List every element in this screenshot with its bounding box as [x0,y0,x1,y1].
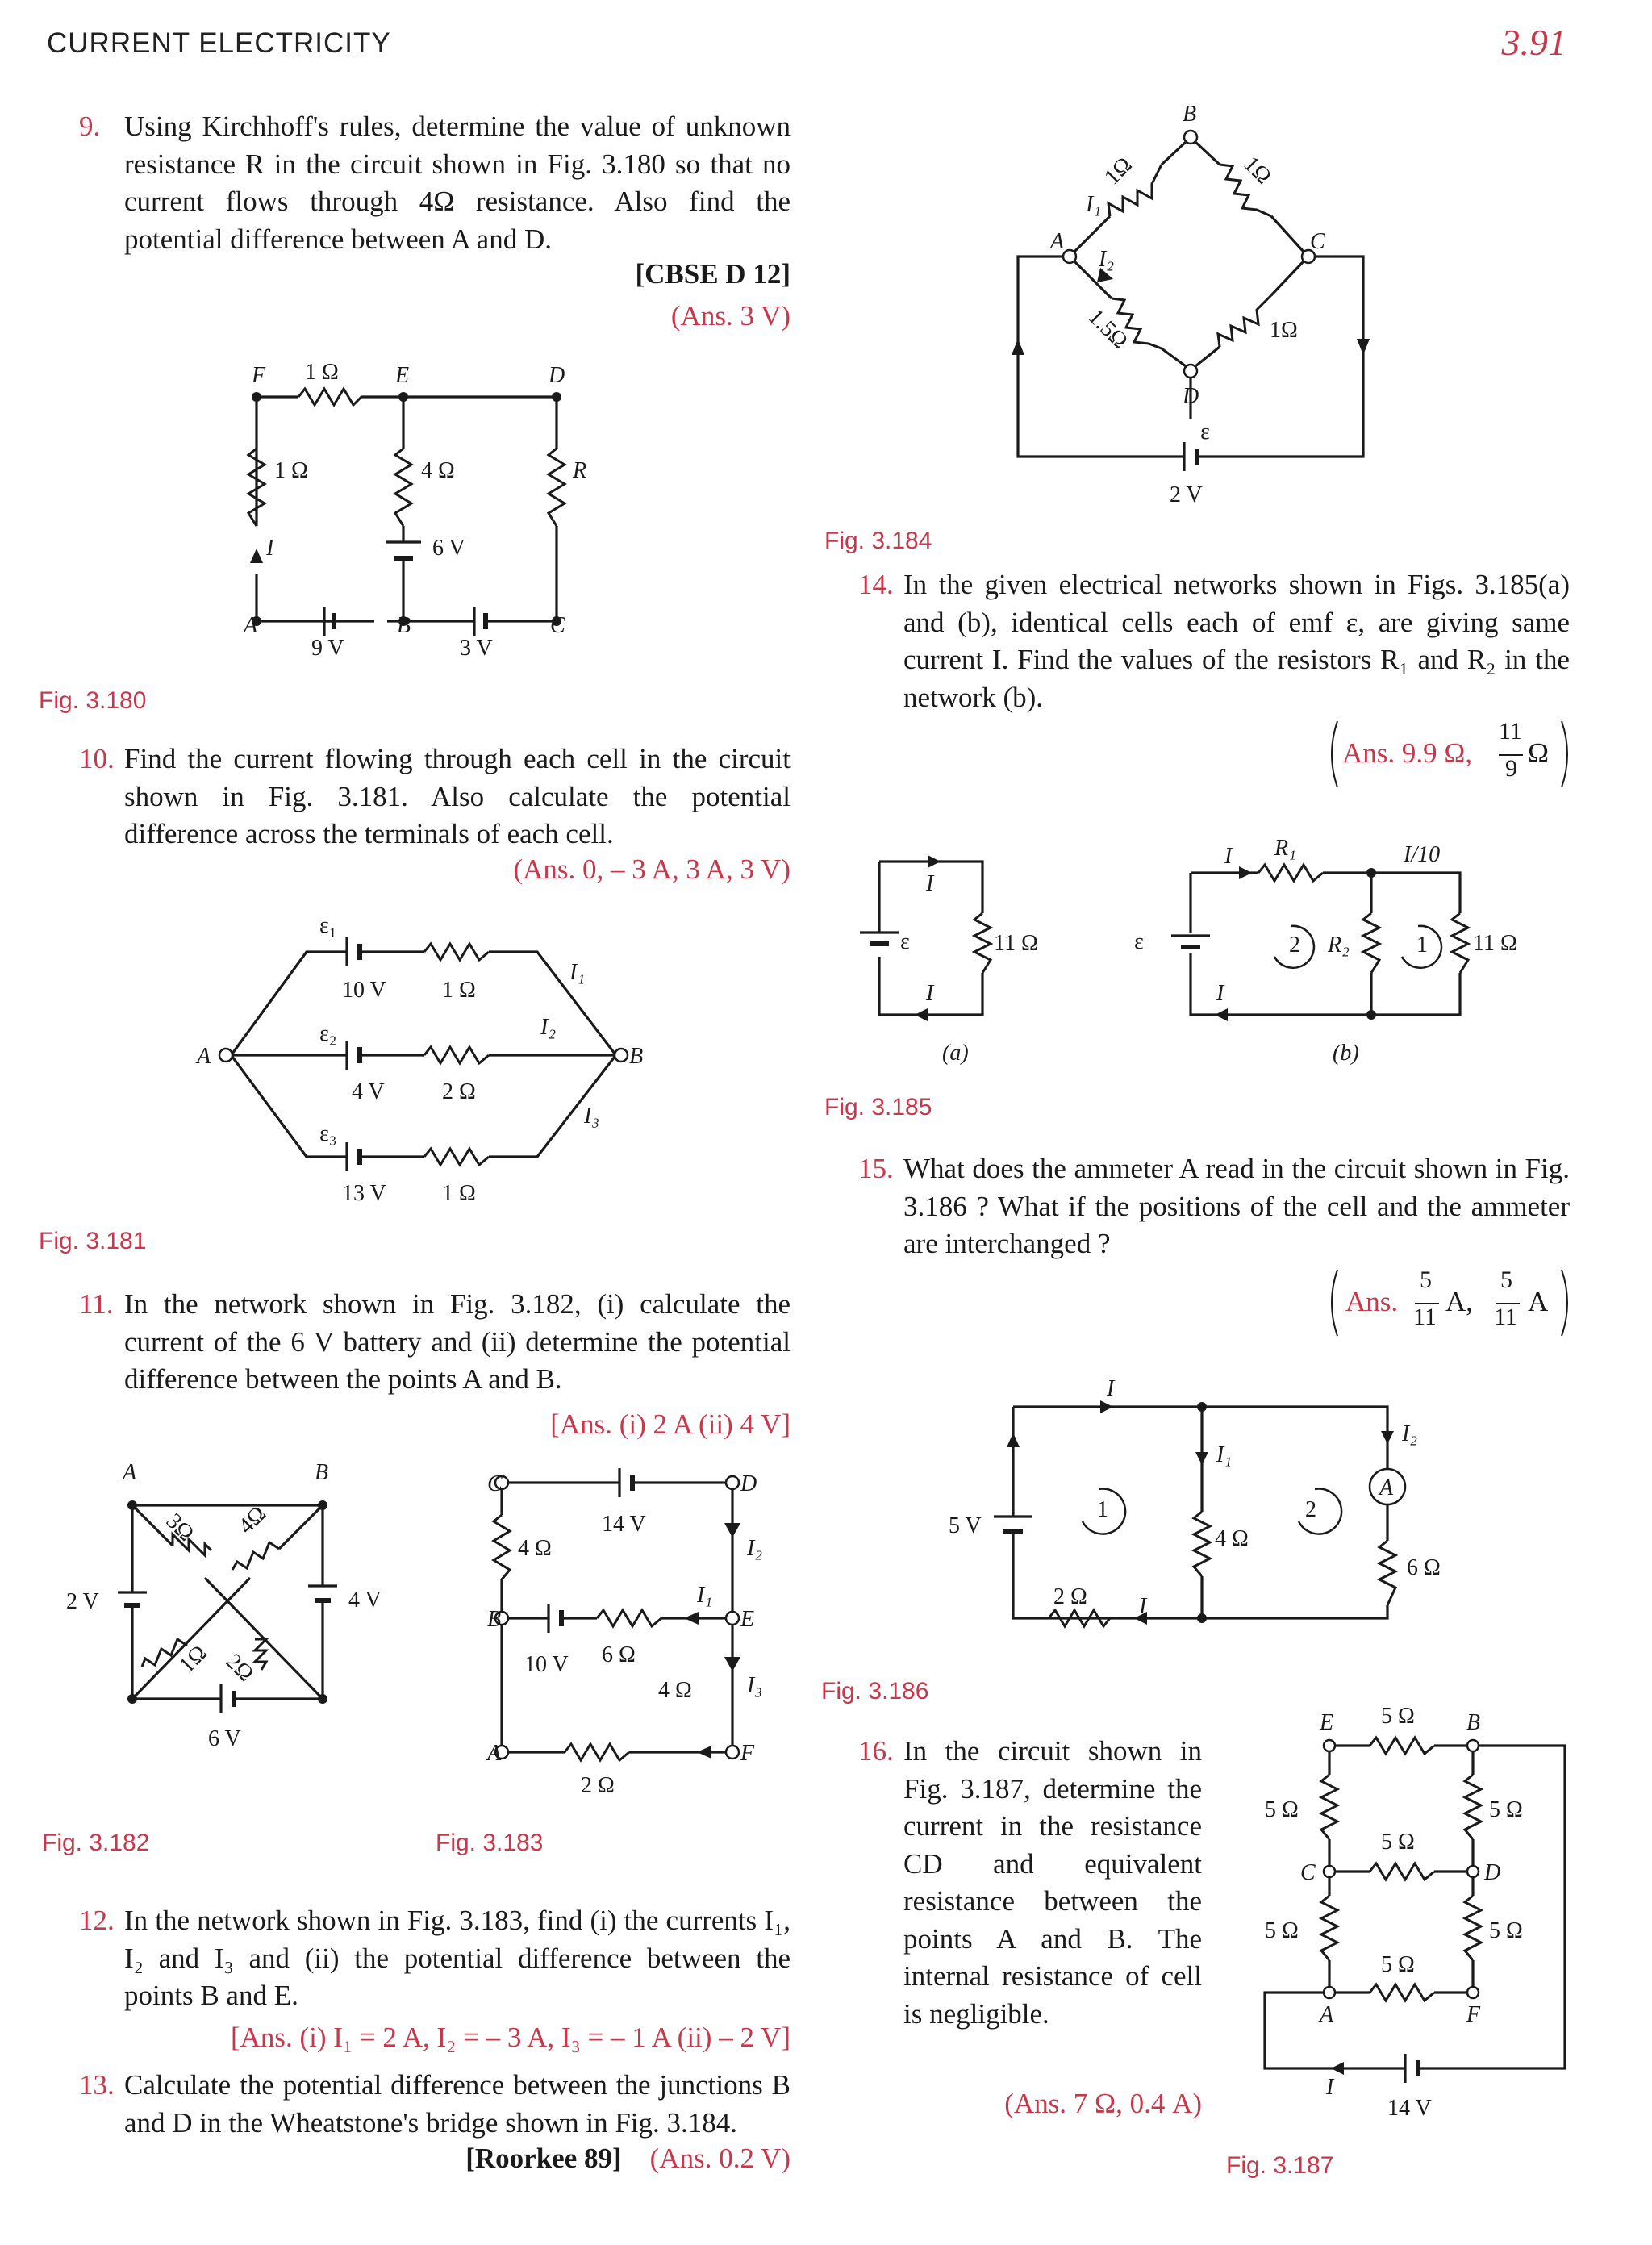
question-text: What does the ammeter A read in the circuit shown in Fig. 3.186 ? What if the positions of the cell and the ammeter are interchanged ? [903,1153,1570,1259]
battery-label: 13 V [342,1181,386,1206]
question-16-answer: (Ans. 7 Ω, 0.4 A) [1004,2088,1202,2119]
subfigure-label: (a) [942,1041,969,1066]
resistor-label: R₂ [1328,933,1350,958]
battery-label: 4 V [352,1079,385,1104]
node-label-a: A [123,1460,137,1485]
resistor-label: 4 Ω [421,458,455,483]
battery-label: 2 V [1170,482,1203,507]
battery-label: 6 V [432,536,465,561]
resistor-label: 1 Ω [442,1181,476,1206]
resistor-label: 1 Ω [442,978,476,1003]
figure-caption: Fig. 3.182 [42,1830,150,1856]
node-label-b: B [315,1460,329,1485]
question-12: 12. In the network shown in Fig. 3.183, find (i) the currents I₁, I₂ and I₃ and (ii) the potential difference between the points B and E. [79,1905,791,2011]
resistor-label: 1 Ω [305,360,339,385]
question-12-answer: [Ans. (i) I₁ = 2 A, I₂ = – 3 A, I₃ = – 1 A (ii) – 2 V] [230,2022,791,2053]
resistor-label: 2 Ω [581,1773,615,1798]
loop-label: 2 [1289,933,1300,958]
emf-label: ε₃ [319,1121,337,1146]
battery-label: 5 V [949,1513,982,1538]
figure-caption: Fig. 3.183 [436,1830,544,1856]
figure-caption: Fig. 3.180 [39,687,147,714]
battery-label: 10 V [342,978,386,1003]
resistor-label: 1Ω [174,1640,212,1679]
current-label: I [266,536,274,561]
node-label-d: D [1183,384,1199,409]
question-10-answer: (Ans. 0, – 3 A, 3 A, 3 V) [513,853,791,885]
question-9-tag: [CBSE D 12] [635,258,791,290]
current-label: I/10 [1404,842,1441,867]
question-14-answer: Ans. 9.9 Ω, 11 9 Ω [1326,718,1573,791]
node-label-b: B [397,613,411,638]
resistor-label: 2 Ω [1053,1584,1087,1609]
resistor-label: 1Ω [1099,152,1137,190]
node-label-b: B [1183,102,1197,127]
node-label-c: C [487,1471,503,1496]
resistor-label: 1Ω [1238,151,1277,190]
figure-caption: Fig. 3.184 [824,528,932,554]
resistor-label: 5 Ω [1381,1830,1415,1855]
page-number: 3.91 [1501,22,1566,63]
figure-caption: Fig. 3.185 [824,1094,932,1120]
resistor-label: R [573,458,587,483]
node-label-a: A [487,1741,502,1766]
running-header: CURRENT ELECTRICITY [47,27,391,59]
node-label-a: A [1050,229,1065,254]
node-label-d: D [740,1471,757,1496]
question-11: 11. In the network shown in Fig. 3.182, (i) calculate the current of the 6 V battery and (ii) determine the potential difference between the points A and B. [79,1288,791,1395]
resistor-label: 4Ω [233,1501,272,1539]
question-13: 13. Calculate the potential difference between the junctions B and D in the Wheatstone's bridge shown in Fig. 3.184. [79,2069,791,2139]
resistor-label: 6 Ω [602,1642,636,1667]
loop-label: 1 [1097,1497,1108,1522]
node-label-b: B [629,1044,644,1069]
resistor-label: 5 Ω [1489,1918,1523,1943]
question-text: Find the current flowing through each cell in the circuit shown in Fig. 3.181. Also calculate the potential difference across the terminals of each cell. [124,743,791,849]
node-label-d: D [1484,1860,1501,1885]
question-text: Calculate the potential difference between the junctions B and D in the Wheatstone's bridge shown in Fig. 3.184. [124,2069,791,2139]
node-label-d: D [549,363,565,388]
resistor-label: 2Ω [220,1649,259,1687]
question-text: Using Kirchhoff's rules, determine the value of unknown resistance R in the circuit shown in Fig. 3.180 so that no current flows through 4Ω resistance. Also find the potential difference between A and D. [124,111,791,255]
resistor-label: 3Ω [161,1508,199,1546]
figure-caption: Fig. 3.186 [821,1678,929,1705]
question-text: In the network shown in Fig. 3.183, find (i) the currents I₁, I₂ and I₃ and (ii) the potential difference between the points B and E. [124,1905,791,2011]
battery-label: 10 V [524,1652,569,1677]
resistor-label: 5 Ω [1265,1797,1299,1822]
battery-label: 3 V [460,636,493,661]
subfigure-label: (b) [1333,1041,1359,1066]
question-13-tag: [Roorkee 89] (Ans. 0.2 V) [465,2143,791,2174]
current-label: I₂ [540,1015,557,1040]
resistor-label: 4 Ω [658,1678,692,1703]
resistor-label: 5 Ω [1381,1952,1415,1977]
current-label: I₂ [1099,247,1115,272]
current-label: I [1224,844,1233,869]
question-text: In the circuit shown in Fig. 3.187, determine the current in the resistance CD and equivalent resistance between the points A and B. The internal resistance of cell is negligible. [903,1735,1202,2030]
resistor-label: R₁ [1274,836,1296,861]
current-label: I [1216,981,1224,1006]
emf-label: ε₂ [319,1021,337,1046]
loop-label: 1 [1416,933,1428,958]
resistor-label: 5 Ω [1381,1704,1415,1729]
resistor-label: 2 Ω [442,1079,476,1104]
current-label: I [1326,2075,1334,2100]
node-label-b: B [1466,1710,1481,1735]
resistor-label: 1 Ω [274,458,308,483]
emf-label: ε₁ [319,913,337,938]
current-label: I [926,981,934,1006]
question-10: 10. Find the current flowing through each cell in the circuit shown in Fig. 3.181. Also calculate the potential difference across the terminals of each cell. [79,743,791,849]
node-label-e: E [1320,1710,1334,1735]
resistor-label: 1Ω [1270,318,1298,343]
node-label-c: C [550,613,565,638]
figure-caption: Fig. 3.187 [1226,2152,1334,2179]
current-label: I [1139,1594,1147,1619]
node-label-a: A [197,1044,211,1069]
current-label: I₃ [747,1673,763,1698]
question-14: 14. In the given electrical networks shown in Figs. 3.185(a) and (b), identical cells each of emf ε, are giving same current I. Find the values of the resistors R₁ and R₂ in the network (b). [858,569,1570,713]
current-label: I₃ [584,1104,600,1129]
current-label: I₁ [569,960,586,985]
current-label: I₁ [697,1583,713,1608]
current-label: I₁ [1086,192,1102,217]
node-label-f: F [1466,2002,1481,2027]
loop-label: 2 [1305,1497,1316,1522]
battery-label: 9 V [311,636,344,661]
battery-label: 2 V [66,1589,99,1614]
current-label: I₂ [747,1536,763,1561]
node-label-e: E [740,1607,755,1632]
ammeter-label: A [1379,1475,1394,1500]
question-15-answer: Ans. 5 11 A, 5 11 A [1326,1266,1573,1339]
battery-label: 4 V [348,1588,382,1613]
node-label-f: F [740,1741,755,1766]
resistor-label: 5 Ω [1489,1797,1523,1822]
emf-label: ε [1134,929,1144,954]
question-text: In the given electrical networks shown in Figs. 3.185(a) and (b), identical cells each of emf ε, are giving same current I. Find the values of the resistors R₁ and R₂ in the network (b). [903,569,1570,713]
node-label-a: A [244,613,258,638]
current-label: I [926,871,934,896]
resistor-label: 11 Ω [994,931,1038,956]
current-label: I [1107,1376,1115,1401]
node-label-c: C [1310,229,1325,254]
battery-label: 14 V [1387,2096,1432,2121]
resistor-label: 1.5Ω [1083,304,1133,354]
emf-label: ε [1200,419,1210,444]
resistor-label: 6 Ω [1407,1555,1441,1580]
resistor-label: 4 Ω [518,1536,552,1561]
resistor-label: 5 Ω [1265,1918,1299,1943]
question-15: 15. What does the ammeter A read in the circuit shown in Fig. 3.186 ? What if the positions of the cell and the ammeter are interchanged ? [858,1153,1570,1259]
node-label-e: E [395,363,410,388]
figure-caption: Fig. 3.181 [39,1228,147,1254]
question-16: 16. In the circuit shown in Fig. 3.187, determine the current in the resistance CD and equivalent resistance between the points A and B. The internal resistance of cell is negligible. [858,1735,1202,2030]
node-label-a: A [1320,2002,1334,2027]
battery-label: 6 V [208,1726,241,1751]
emf-label: ε [900,929,910,954]
question-11-answer: [Ans. (i) 2 A (ii) 4 V] [550,1408,791,1440]
resistor-label: 11 Ω [1473,931,1517,956]
question-text: In the network shown in Fig. 3.182, (i) calculate the current of the 6 V battery and (ii) determine the potential difference between the points A and B. [124,1288,791,1395]
node-label-f: F [252,363,266,388]
current-label: I₂ [1402,1421,1418,1446]
question-9: 9. Using Kirchhoff's rules, determine the value of unknown resistance R in the circuit shown in Fig. 3.180 so that no current flows through 4Ω resistance. Also find the potential difference between A and D. [79,111,791,255]
current-label: I₁ [1216,1442,1233,1467]
node-label-c: C [1300,1860,1316,1885]
question-9-answer: (Ans. 3 V) [670,300,791,332]
node-label-b: B [487,1607,502,1632]
resistor-label: 4 Ω [1215,1526,1249,1551]
battery-label: 14 V [602,1512,646,1537]
